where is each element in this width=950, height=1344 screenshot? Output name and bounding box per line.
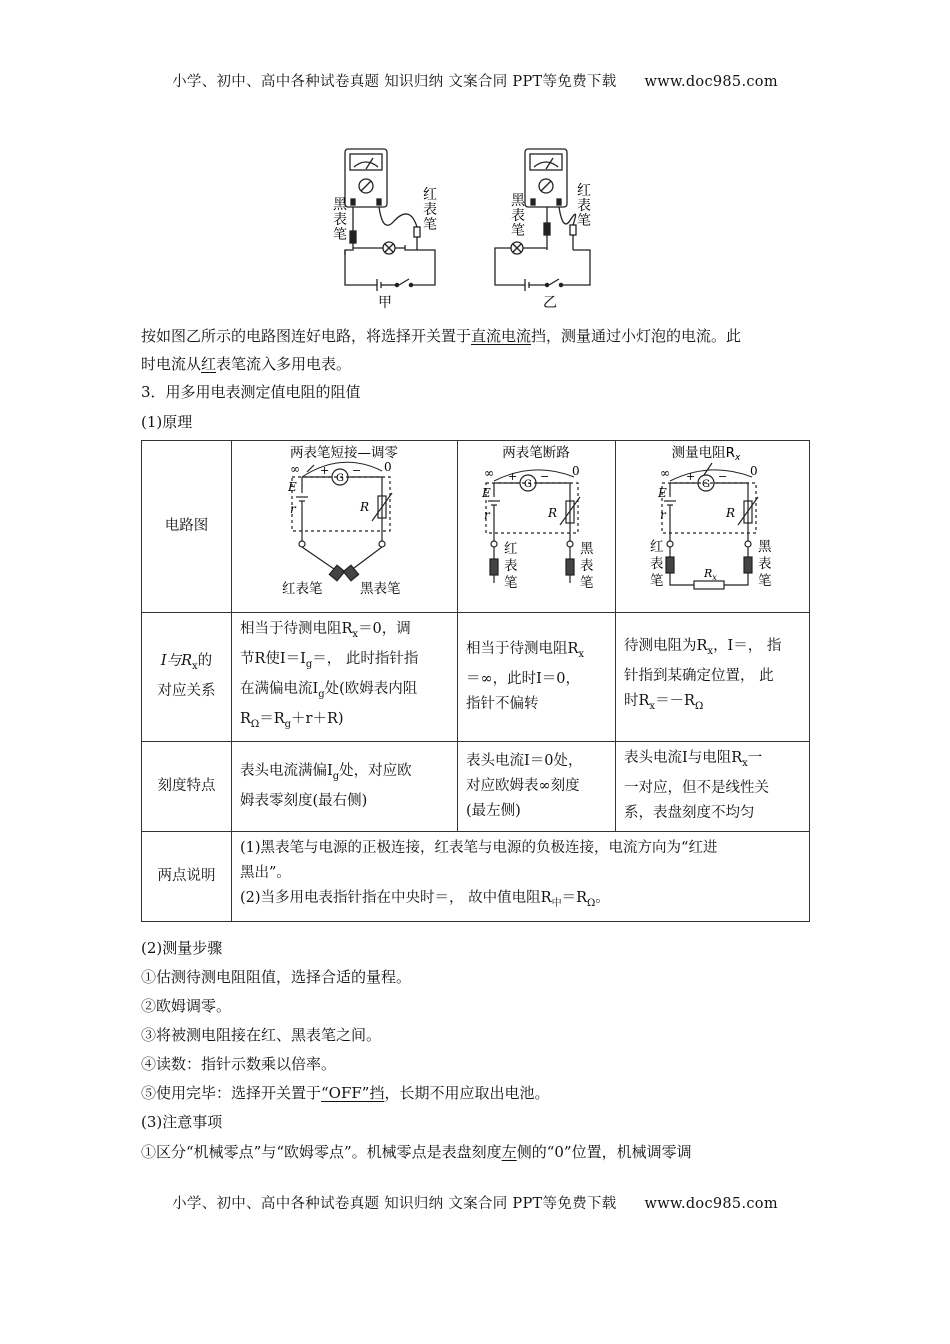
step-3: ③将被测电阻接在红、黑表笔之间。 [141,1026,382,1044]
footer-left-text: 小学、初中、高中各种试卷真题 知识归纳 文案合同 PPT等免费下载 [172,1196,617,1212]
svg-text:E: E [482,486,491,500]
svg-text:0: 0 [750,464,758,478]
row2-col3: 待测电阻为$R_x$，I＝， 指 针指到某确定位置， 此 时$R_x=-R_\Omega$ [616,613,810,742]
meter-left [345,149,387,207]
row3-col2: 表头电流I＝0处， 对应欧姆表∞刻度 (最左侧) [458,741,616,831]
top-circuit-figure [325,145,625,315]
diagram-short-circuit [232,441,458,613]
row3-head: 刻度特点 [142,741,232,831]
diag2-red-vertical: 红表笔 [504,541,518,591]
svg-text:−: − [718,470,728,483]
svg-text:R: R [548,506,558,520]
svg-text:黑表笔: 黑表笔 [360,581,401,597]
right-red-label: 红表笔 [577,183,591,229]
step-5: ⑤使用完毕：选择开关置于“OFF”挡，长期不用应取出电池。 [141,1084,550,1102]
svg-text:∞: ∞ [660,466,670,480]
row2-head: I与$R_x$的 对应关系 [142,613,232,742]
svg-text:E: E [288,480,297,494]
svg-text:R: R [726,506,736,520]
svg-text:+: + [320,464,330,477]
svg-text:−: − [540,470,550,483]
svg-text:+: + [508,470,518,483]
svg-text:Rx: $R_x$ [704,567,717,582]
svg-text:−: − [352,464,362,477]
row1-head: 电路图 [142,441,232,613]
diagram-open-circuit [458,441,616,613]
caption-jia: 甲 [378,295,392,311]
header-left-text: 小学、初中、高中各种试卷真题 知识归纳 文案合同 PPT等免费下载 [172,74,617,90]
caption-yi: 乙 [543,295,557,311]
page-header [0,70,950,91]
svg-text:r: r [660,508,666,522]
svg-text:0: 0 [384,460,392,474]
svg-text:∞: ∞ [484,466,494,480]
svg-text:红表笔: 红表笔 [282,581,323,597]
svg-text:+: + [686,470,696,483]
header-url: www.doc985.com [644,74,778,90]
row4-content: (1)黑表笔与电源的正极连接，红表笔与电源的负极连接，电流方向为“红进 黑出”。 (2)当多用电表指针指在中央时＝， 故中值电阻$R_中=R_\Omega$。 [232,831,810,921]
subheading-principle: (1)原理 [141,413,193,431]
subheading-notes: (3)注意事项 [141,1113,223,1131]
left-red-label: 红表笔 [423,187,437,233]
svg-text:测量电阻Rx: 测量电阻$R_x$ [671,445,741,463]
step-1: ①估测待测电阻阻值，选择合适的量程。 [141,968,412,986]
row3-col1: 表头电流满偏$I_g$处，对应欧 姆表零刻度(最右侧) [232,741,458,831]
step-4: ④读数：指针示数乘以倍率。 [141,1055,337,1073]
row2-col1: 相当于待测电阻$R_x=0$，调 节R使$I=I_g=$， 此时指针指 在满偏电流$I_g$处(欧姆表内阻 $R_\Omega=R_g+r+R$) [232,613,458,742]
svg-text:r: r [290,502,296,516]
svg-text:0: 0 [572,464,580,478]
svg-text:E: E [658,486,667,500]
diagram-measure-rx [616,441,810,613]
svg-text:G: G [702,479,710,490]
section-3-heading: 3．用多用电表测定值电阻的阻值 [141,383,361,401]
row4-head: 两点说明 [142,831,232,921]
svg-text:∞: ∞ [290,462,300,476]
svg-text:两表笔断路: 两表笔断路 [502,445,570,461]
diag2-black-vertical: 黑表笔 [580,541,594,591]
row-scale-features [142,741,810,831]
left-black-label: 黑表笔 [333,197,347,243]
diag3-red-vertical: 红表笔 [650,539,664,589]
footer-url: www.doc985.com [644,1196,778,1212]
note-1: ①区分“机械零点”与“欧姆零点”。机械零点是表盘刻度左侧的“0”位置，机械调零调 [141,1143,692,1161]
page-footer [0,1192,950,1213]
right-black-label: 黑表笔 [511,193,525,239]
svg-text:G: G [524,479,532,490]
row3-col3: 表头电流I与电阻$R_x$一 一对应，但不是线性关 系，表盘刻度不均匀 [616,741,810,831]
row-circuit-diagrams [142,441,810,613]
svg-text:G: G [336,473,344,484]
svg-text:两表笔短接—调零: 两表笔短接—调零 [290,445,398,461]
diag3-black-vertical: 黑表笔 [758,539,772,589]
para1-line2: 时电流从红表笔流入多用电表。 [141,355,352,373]
row2-col2: 相当于待测电阻$R_x$ ＝∞，此时I＝0， 指针不偏转 [458,613,616,742]
row-notes [142,831,810,921]
step-2: ②欧姆调零。 [141,997,232,1015]
svg-text:r: r [484,508,490,522]
meter-right [525,149,567,207]
principle-table [141,440,810,922]
row-correspondence [142,613,810,742]
para1-line1: 按如图乙所示的电路图连好电路，将选择开关置于直流电流挡，测量通过小灯泡的电流。此 [141,327,742,345]
subheading-steps: (2)测量步骤 [141,939,223,957]
svg-text:R: R [360,500,370,514]
